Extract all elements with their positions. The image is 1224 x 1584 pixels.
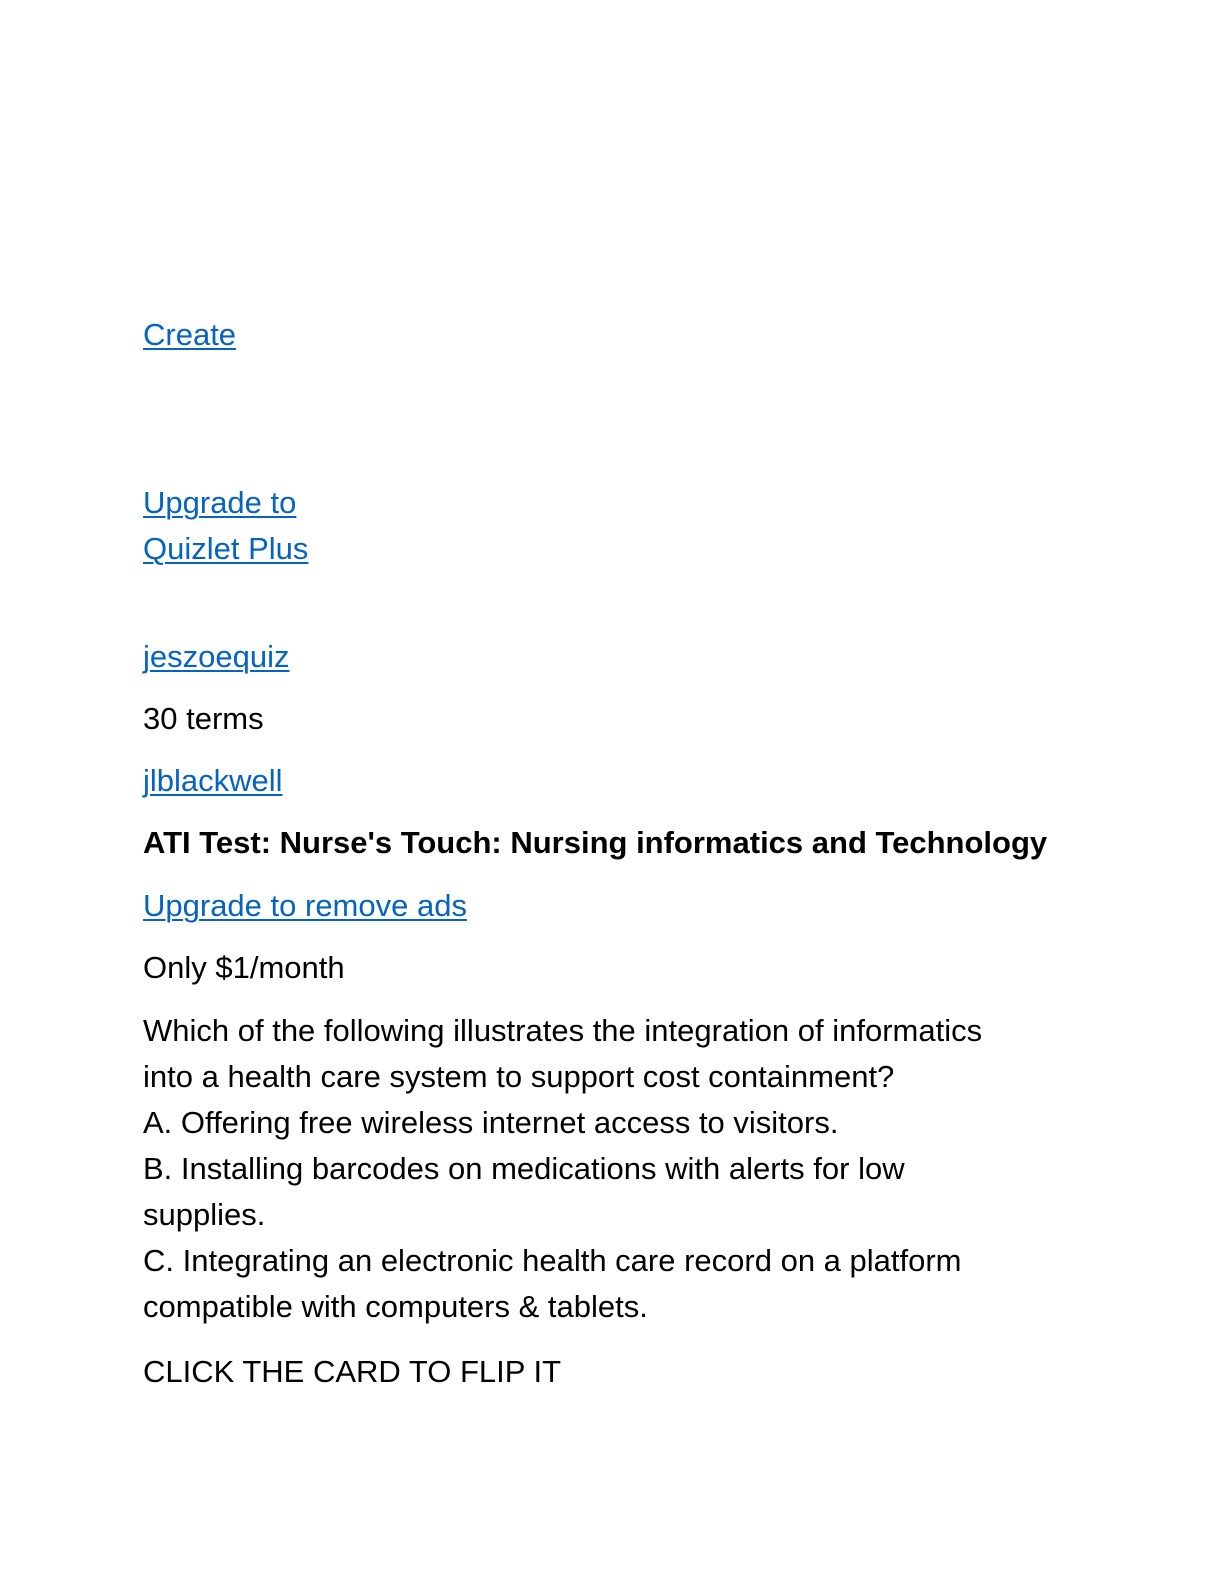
upgrade-line-2: Quizlet Plus <box>143 531 309 566</box>
option-b-line-1: B. Installing barcodes on medications with alerts for low <box>143 1151 905 1186</box>
upgrade-quizlet-plus-link[interactable] <box>143 480 308 572</box>
option-c-line-2: compatible with computers & tablets. <box>143 1289 648 1324</box>
option-c-line-1: C. Integrating an electronic health care record on a platform <box>143 1243 962 1278</box>
creator-link[interactable]: jlblackwell <box>143 763 283 798</box>
flip-card-hint[interactable]: CLICK THE CARD TO FLIP IT <box>143 1354 562 1389</box>
option-a: A. Offering free wireless internet access to visitors. <box>143 1105 839 1140</box>
option-b-line-2: supplies. <box>143 1197 266 1232</box>
author-link[interactable]: jeszoequiz <box>143 639 290 674</box>
set-title: ATI Test: Nurse's Touch: Nursing informatics and Technology <box>143 825 1048 860</box>
remove-ads-link[interactable]: Upgrade to remove ads <box>143 888 467 923</box>
price-text: Only $1/month <box>143 950 345 985</box>
create-link[interactable]: Create <box>143 317 237 352</box>
term-count: 30 terms <box>143 701 264 736</box>
question-stem-line-1: Which of the following illustrates the integration of informatics <box>143 1013 983 1048</box>
flashcard-question[interactable] <box>143 1008 982 1330</box>
upgrade-line-1: Upgrade to <box>143 485 297 520</box>
question-stem-line-2: into a health care system to support cost containment? <box>143 1059 895 1094</box>
